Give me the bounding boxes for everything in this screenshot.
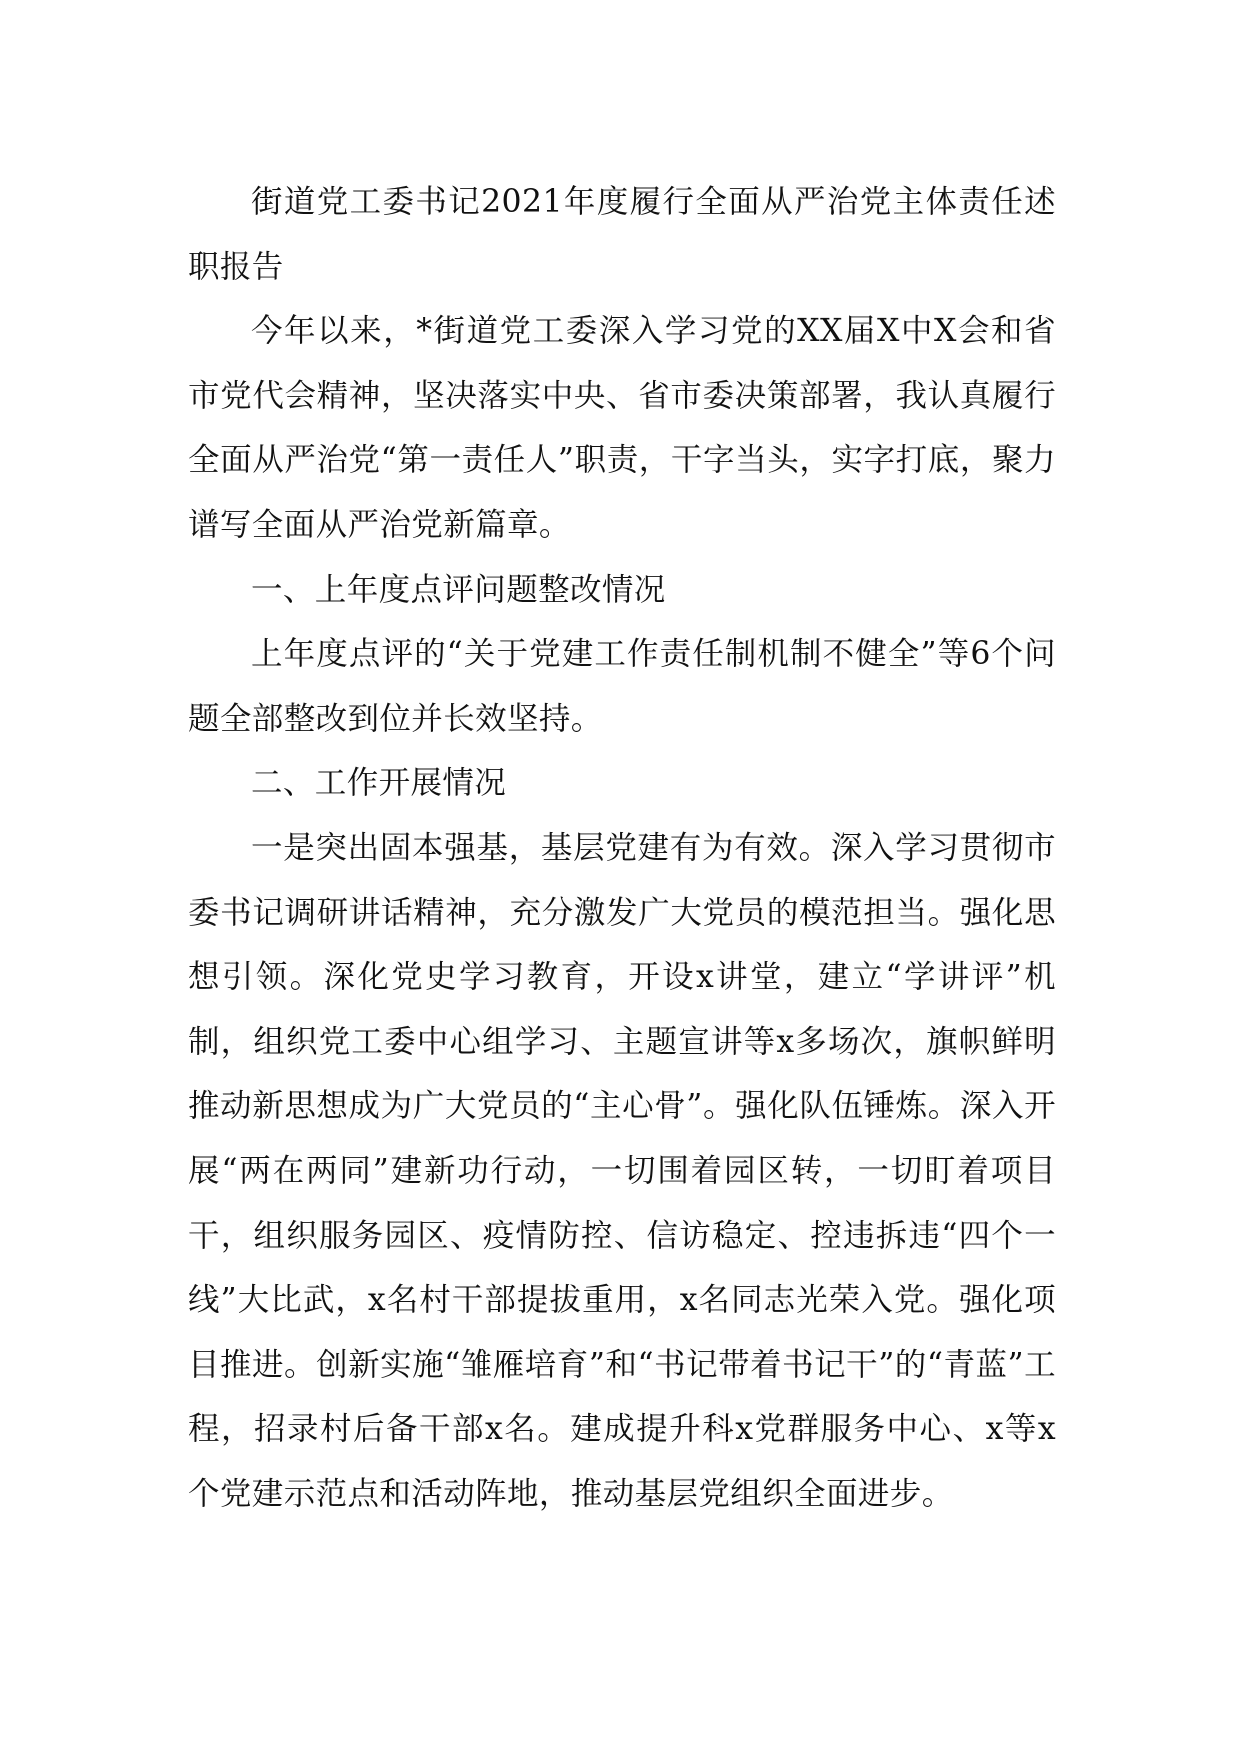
section-heading-rectification: 一、上年度点评问题整改情况: [251, 571, 666, 608]
document-body: [188, 170, 1056, 1526]
work-paragraph: 一是突出固本强基，基层党建有为有效。深入学习贯彻市委书记调研讲话精神，充分激发广大党员的模范担当。强化思想引领。深化党史学习教育，开设x讲堂，建立“学讲评”机制，组织党工委中心组学习、主题宣讲等x多场次，旗帜鲜明推动新思想成为广大党员的“主心骨”。强化队伍锤炼。深入开展“两在两同”建新功行动，一切围着园区转，一切盯着项目干，组织服务园区、疫情防控、信访稳定、控违拆违“四个一线”大比武，x名村干部提拔重用，x名同志光荣入党。强化项目推进。创新实施“雏雁培育”和“书记带着书记干”的“青蓝”工程，招录村后备干部x名。建成提升科x党群服务中心、x等x个党建示范点和活动阵地，推动基层党组织全面进步。: [188, 829, 1056, 1512]
rectification-paragraph: 上年度点评的“关于党建工作责任制机制不健全”等6个问题全部整改到位并长效坚持。: [188, 636, 1056, 737]
document-title: 街道党工委书记2021年度履行全面从严治党主体责任述职报告: [188, 184, 1056, 285]
section-heading-work: 二、工作开展情况: [251, 765, 507, 802]
intro-paragraph: 今年以来，*街道党工委深入学习党的XX届X中X会和省市党代会精神，坚决落实中央、省市委决策部署，我认真履行全面从严治党“第一责任人”职责，干字当头，实字打底，聚力谱写全面从严治党新篇章。: [188, 313, 1056, 543]
